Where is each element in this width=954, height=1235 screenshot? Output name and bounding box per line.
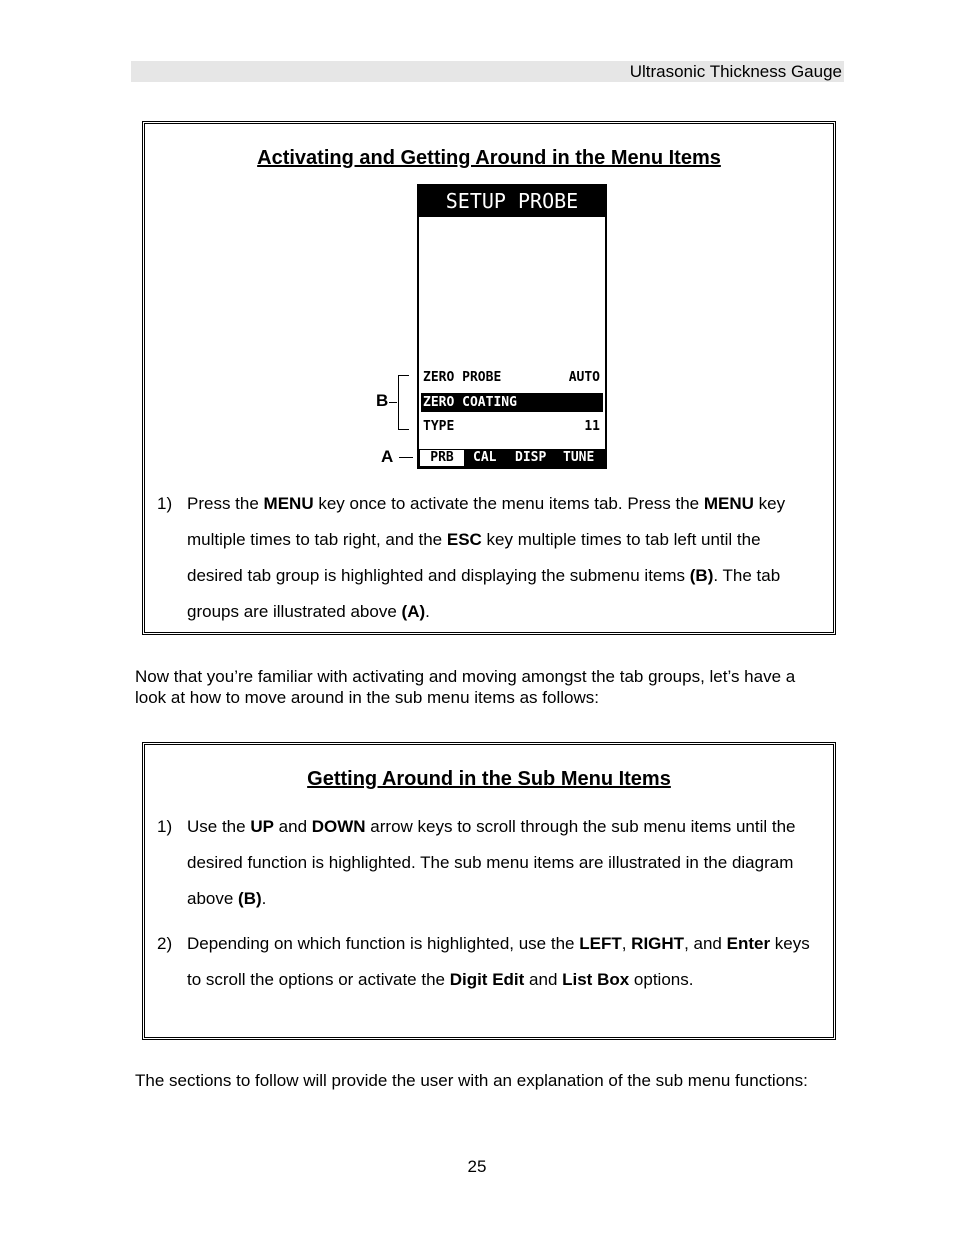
- screen-row-type: TYPE 11: [423, 419, 600, 434]
- screen-title: SETUP PROBE: [419, 186, 605, 217]
- sub-menu-step-1: 1) Use the UP and DOWN arrow keys to scroll through the sub menu items until the desired function is highlighted. The sub menu items are illustrated in the diagram above (B).: [157, 817, 796, 908]
- submenu-bracket: [398, 375, 409, 430]
- menu-step-1: 1) Press the MENU key once to activate the menu items tab. Press the MENU key multiple times to tab right, and the ESC key multiple times to tab left until the desired tab group is highlighted and displaying the submenu items (B). The tab groups are illustrated above (A).: [157, 494, 786, 621]
- page-number: 25: [467, 1157, 487, 1176]
- tab-prb: PRB: [419, 449, 465, 467]
- tab-disp: DISP: [515, 450, 547, 465]
- header-title: Ultrasonic Thickness Gauge: [629, 62, 842, 81]
- intro-paragraph: Now that you’re familiar with activating and moving amongst the tab groups, let’s have a look at how to move around in the sub menu items as follows:: [135, 667, 796, 707]
- running-header: [131, 61, 844, 82]
- menu-items-title: Activating and Getting Around in the Menu Items: [257, 147, 721, 169]
- device-screen-diagram: [417, 184, 607, 469]
- sub-menu-title: Getting Around in the Sub Menu Items: [307, 768, 671, 790]
- tab-cal: CAL: [473, 450, 497, 465]
- tab-tune: TUNE: [563, 450, 595, 465]
- sub-menu-step-2: 2) Depending on which function is highlighted, use the LEFT, RIGHT, and Enter keys to scroll the options or activate the Digit Edit and List Box options.: [157, 934, 810, 989]
- label-b: B: [376, 391, 389, 410]
- menu-items-box: [142, 121, 836, 635]
- screen-row-zero-coating: ZERO COATING: [421, 393, 603, 412]
- label-b-dash: [389, 402, 397, 403]
- sub-menu-box: [142, 742, 836, 1040]
- screen-row-zero-probe: ZERO PROBE AUTO: [423, 370, 600, 385]
- screen-tab-bar: [419, 449, 605, 467]
- label-a: A: [381, 447, 394, 466]
- closing-paragraph: The sections to follow will provide the user with an explanation of the sub menu functions:: [135, 1071, 808, 1090]
- label-a-dash: [399, 457, 413, 458]
